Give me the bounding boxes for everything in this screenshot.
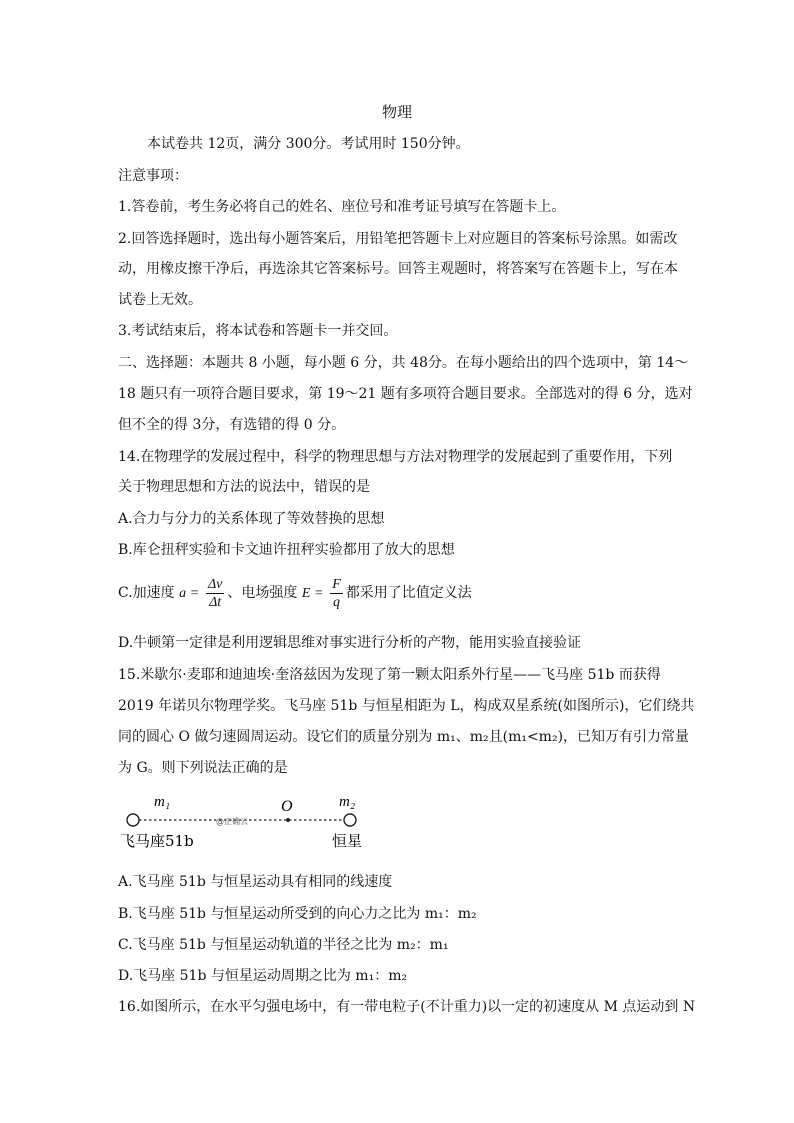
acceleration-symbol: a — [179, 586, 187, 601]
section-2-line-2: 18 题只有一项符合题目要求，第 19～21 题有多项符合题目要求。全部选对的得 6 分，选对 — [118, 386, 693, 402]
q14-option-c-mid: 、电场强度 — [227, 585, 298, 601]
page-title: 物理 — [382, 103, 413, 121]
q15-stem-line-3: 同的圆心 O 做匀速圆周运动。设它们的质量分别为 m₁、m₂且(m₁<m₂)，已知万有引力常量 — [118, 729, 690, 745]
notice-item-2-line-2: 动，用橡皮擦干净后，再选涂其它答案标号。回答主观题时，将答案写在答题卡上，写在本 — [118, 261, 678, 277]
acceleration-fraction — [206, 576, 224, 611]
notice-item-1: 1.答卷前，考生务必将自己的姓名、座位号和准考证号填写在答题卡上。 — [118, 199, 566, 215]
q16-stem-line-1: 16.如图所示，在水平匀强电场中，有一带电粒子(不计重力)以一定的初速度从 M 点运动到 N — [118, 999, 696, 1015]
q14-option-c-prefix: C.加速度 — [118, 585, 175, 601]
equals-sign-1: = — [190, 586, 199, 601]
star-name: 恒星 — [332, 832, 363, 850]
q15-option-a: A.飞马座 51b 与恒星运动具有相同的线速度 — [118, 874, 393, 890]
q15-stem-line-4: 为 G。则下列说法正确的是 — [118, 760, 288, 776]
equals-sign-2: = — [314, 586, 323, 601]
center-label: O — [281, 798, 293, 815]
planet-circle — [127, 814, 139, 826]
planet-name: 飞马座51b — [120, 832, 194, 850]
acceleration-denominator: Δt — [209, 594, 222, 610]
q14-option-c — [118, 572, 472, 615]
binary-star-diagram — [118, 790, 378, 860]
q14-stem-line-2: 关于物理思想和方法的说法中，错误的是 — [118, 479, 370, 495]
center-point — [286, 818, 290, 822]
q14-option-a: A.合力与分力的关系体现了等效替换的思想 — [118, 511, 385, 527]
star-circle — [344, 814, 356, 826]
watermark-text: @正确云 — [216, 817, 248, 826]
notice-item-2-line-3: 试卷上无效。 — [118, 292, 202, 308]
field-strength-numerator: F — [332, 576, 341, 592]
notice-item-2-line-1: 2.回答选择题时，选出每小题答案后，用铅笔把答题卡上对应题目的答案标号涂黑。如需改 — [118, 231, 678, 247]
acceleration-numerator: Δv — [207, 576, 223, 592]
notice-heading: 注意事项： — [118, 168, 188, 184]
q15-option-d: D.飞马座 51b 与恒星运动周期之比为 m₁：m₂ — [118, 968, 408, 984]
field-strength-fraction — [330, 576, 343, 611]
q15-option-b: B.飞马座 51b 与恒星运动所受到的向心力之比为 m₁：m₂ — [118, 906, 477, 922]
field-strength-symbol: E — [301, 586, 311, 601]
binary-star-svg — [118, 790, 378, 860]
section-2-line-3: 但不全的得 3分，有选错的得 0 分。 — [118, 417, 346, 433]
notice-item-3: 3.考试结束后，将本试卷和答题卡一并交回。 — [118, 323, 398, 339]
q15-option-c: C.飞马座 51b 与恒星运动轨道的半径之比为 m₂：m₁ — [118, 937, 449, 953]
field-strength-denominator: q — [332, 594, 340, 610]
q15-stem-line-1: 15.米歇尔·麦耶和迪迪埃·奎洛兹因为发现了第一颗太阳系外行星——飞马座 51b 而获得 — [118, 667, 661, 683]
section-2-line-1: 二、选择题：本题共 8 小题，每小题 6 分，共 48分。在每小题给出的四个选项中，第 14～ — [118, 355, 689, 371]
q14-option-d: D.牛顿第一定律是利用逻辑思维对事实进行分析的产物，能用实验直接验证 — [118, 635, 582, 651]
exam-intro: 本试卷共 12页，满分 300分。考试用时 150分钟。 — [147, 136, 470, 152]
q14-stem-line-1: 14.在物理学的发展过程中，科学的物理思想与方法对物理学的发展起到了重要作用，下列 — [118, 449, 673, 465]
q15-stem-line-2: 2019 年诺贝尔物理学奖。飞马座 51b 与恒星相距为 L，构成双星系统(如图所示)，它们绕共 — [118, 698, 695, 714]
q14-option-c-suffix: 都采用了比值定义法 — [345, 585, 472, 601]
m1-label: m₁ — [154, 794, 171, 810]
q14-option-b: B.库仑扭秤实验和卡文迪许扭秤实验都用了放大的思想 — [118, 542, 455, 558]
m2-label: m₂ — [339, 794, 356, 810]
